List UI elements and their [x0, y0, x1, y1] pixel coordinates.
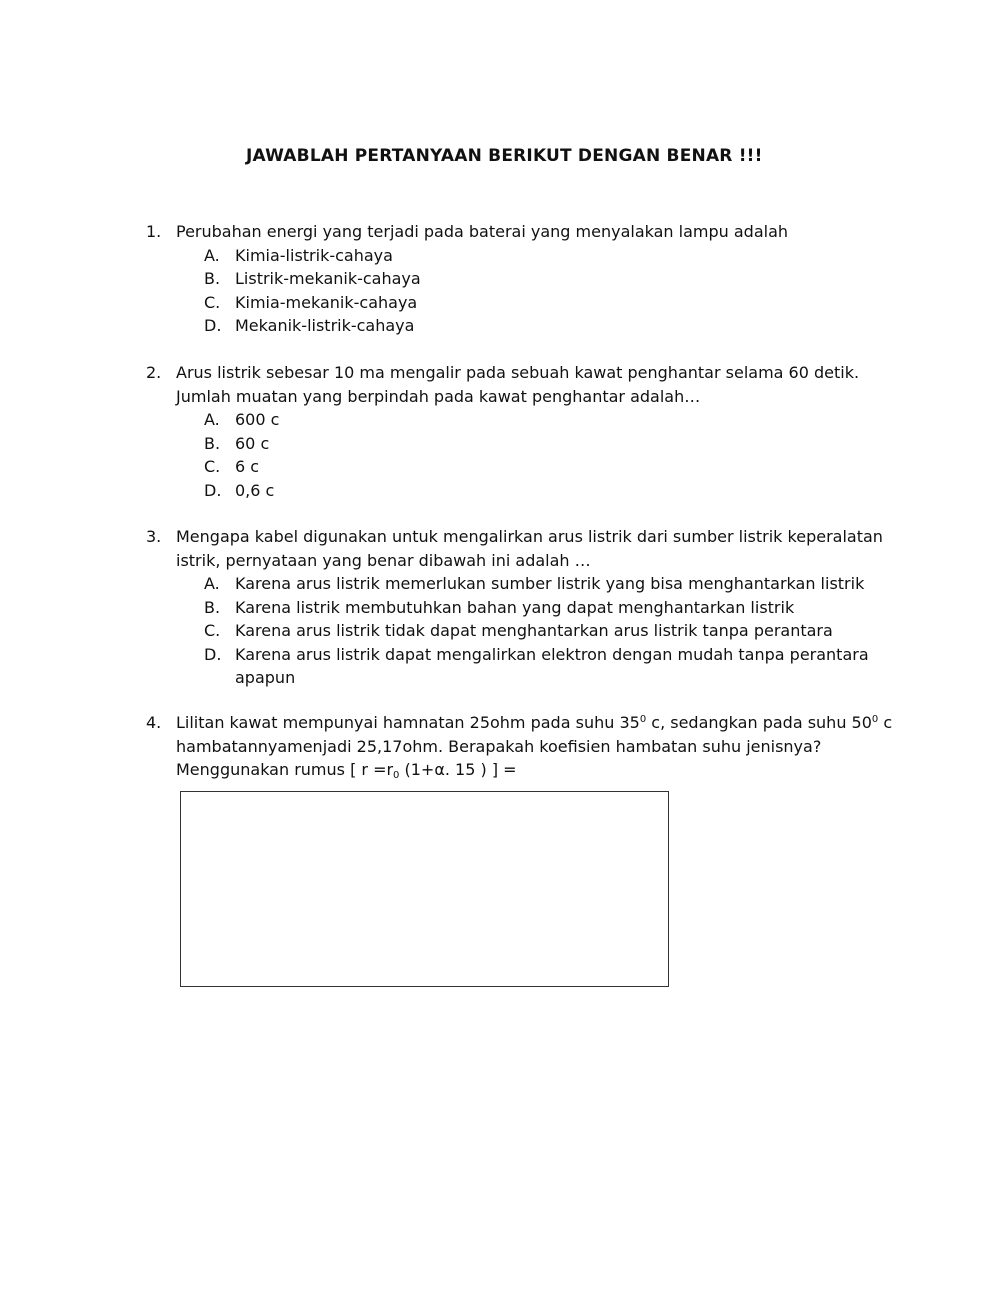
question-line: Mengapa kabel digunakan untuk mengalirkan arus listrik dari sumber listrik keperalatan [176, 527, 883, 546]
answer-input-box[interactable] [180, 791, 669, 987]
options-list [146, 572, 906, 690]
option-letter: B. [204, 597, 221, 617]
option-b[interactable] [146, 596, 906, 620]
option-b[interactable] [146, 267, 906, 291]
option-text: 600 c [235, 410, 280, 429]
option-text: 6 c [235, 457, 260, 476]
option-letter: D. [204, 644, 222, 664]
option-letter: A. [204, 245, 220, 265]
question-line [176, 711, 906, 735]
option-letter: A. [204, 574, 220, 593]
text-segment: (1+α. 15 ) ] = [399, 760, 517, 779]
question-line: hambatannyamenjadi 25,17ohm. Berapakah koefisien hambatan suhu jenisnya? [176, 736, 822, 756]
subscript: 0 [393, 770, 400, 781]
option-a[interactable] [146, 572, 906, 596]
option-text: Kimia-listrik-cahaya [235, 245, 393, 265]
option-letter: C. [204, 621, 221, 640]
text-segment: Lilitan kawat mempunyai hamnatan 25ohm pada suhu 35 [176, 713, 640, 732]
option-text-continued: apapun [235, 668, 296, 687]
question-4 [146, 711, 906, 782]
option-text: Mekanik-listrik-cahaya [235, 316, 415, 335]
question-1 [146, 220, 906, 338]
option-text: 0,6 c [235, 480, 275, 500]
option-d[interactable] [146, 314, 906, 338]
question-number: 3. [146, 527, 162, 546]
question-line: Perubahan energi yang terjadi pada baterai yang menyalakan lampu adalah [176, 222, 789, 241]
options-list [146, 408, 906, 502]
text-segment: c, sedangkan pada suhu 50 [646, 713, 872, 732]
question-3 [146, 525, 906, 690]
option-b[interactable] [146, 432, 906, 456]
question-number: 4. [146, 713, 162, 732]
option-d[interactable] [146, 643, 906, 690]
option-text: Karena arus listrik memerlukan sumber listrik yang bisa menghantarkan listrik [235, 574, 865, 593]
question-text [176, 525, 906, 572]
option-c[interactable] [146, 619, 906, 643]
option-a[interactable] [146, 244, 906, 268]
option-c[interactable] [146, 291, 906, 315]
option-letter: C. [204, 457, 221, 476]
option-letter: C. [204, 292, 221, 312]
question-2 [146, 361, 906, 502]
option-text: Kimia-mekanik-cahaya [235, 292, 418, 312]
question-line: istrik, pernyataan yang benar dibawah ini adalah … [176, 550, 591, 570]
question-number: 1. [146, 222, 162, 241]
page-title: JAWABLAH PERTANYAAN BERIKUT DENGAN BENAR !!! [246, 146, 763, 166]
option-text: 60 c [235, 433, 270, 453]
superscript: 0 [871, 714, 879, 725]
option-text: Listrik-mekanik-cahaya [235, 269, 421, 288]
option-letter: D. [204, 480, 222, 500]
options-list [146, 244, 906, 338]
question-line [176, 758, 906, 782]
superscript: 0 [639, 714, 647, 725]
text-segment: c [878, 713, 893, 732]
question-line: Jumlah muatan yang berpindah pada kawat penghantar adalah… [176, 386, 701, 406]
option-text: Karena arus listrik dapat mengalirkan elektron dengan mudah tanpa perantara [235, 644, 869, 664]
question-number: 2. [146, 363, 162, 382]
question-text [176, 220, 906, 244]
option-text: Karena arus listrik tidak dapat menghantarkan arus listrik tanpa perantara [235, 621, 833, 640]
question-text [176, 361, 906, 408]
text-segment: Menggunakan rumus [ r =r [176, 760, 394, 779]
option-d[interactable] [146, 479, 906, 503]
option-letter: A. [204, 410, 220, 429]
option-letter: B. [204, 269, 221, 288]
question-text [176, 711, 906, 782]
option-letter: D. [204, 316, 222, 335]
option-text: Karena listrik membutuhkan bahan yang dapat menghantarkan listrik [235, 597, 795, 617]
question-line: Arus listrik sebesar 10 ma mengalir pada sebuah kawat penghantar selama 60 detik. [176, 363, 860, 382]
option-a[interactable] [146, 408, 906, 432]
option-letter: B. [204, 433, 221, 453]
option-c[interactable] [146, 455, 906, 479]
